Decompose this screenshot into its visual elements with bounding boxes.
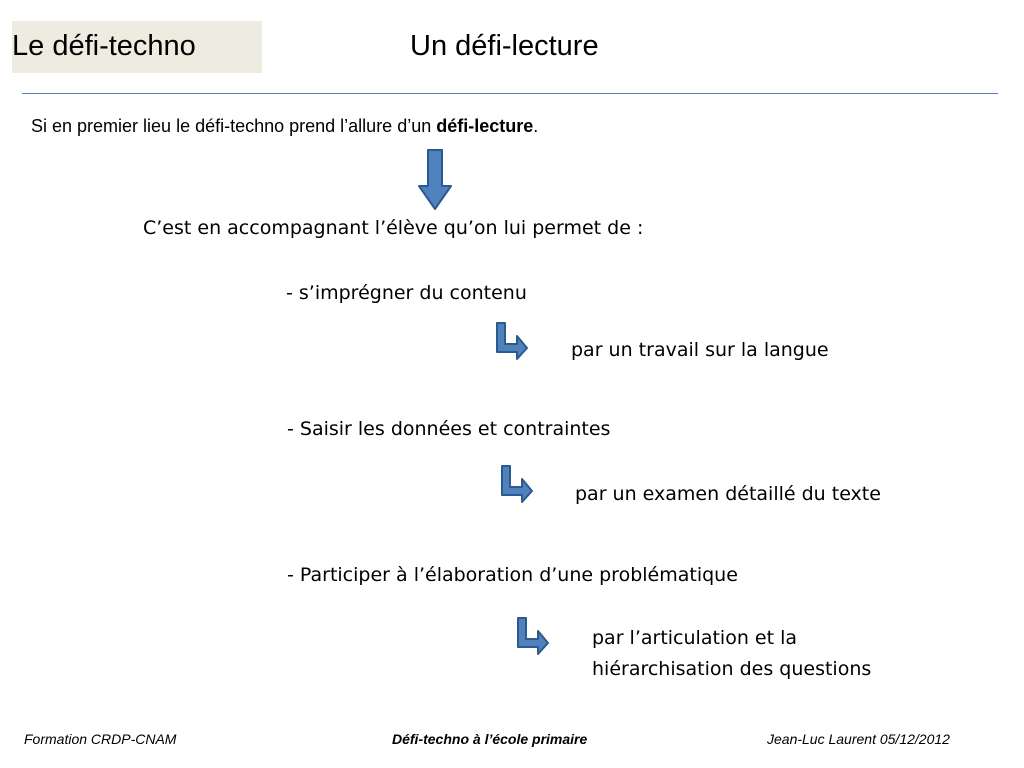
bent-arrow-icon [495, 321, 529, 361]
intro-bold: défi-lecture [436, 116, 534, 136]
list-item-result: par un examen détaillé du texte [575, 483, 881, 505]
list-item: - Participer à l’élaboration d’une problématique [287, 564, 738, 586]
list-item-result: hiérarchisation des questions [592, 658, 872, 680]
bent-arrow-icon [500, 464, 534, 504]
section-badge-label: Le défi-techno [12, 30, 196, 62]
intro-sentence [31, 114, 538, 138]
intro-text: Si en premier lieu le défi-techno prend l’allure d’un [31, 116, 437, 136]
footer-right: Jean-Luc Laurent 05/12/2012 [767, 731, 950, 747]
list-item: - Saisir les données et contraintes [287, 418, 611, 440]
bent-arrow-icon [516, 616, 550, 656]
title-divider [22, 93, 998, 94]
down-arrow-icon [417, 149, 453, 211]
intro-suffix: . [533, 116, 539, 136]
footer-center: Défi-techno à l’école primaire [392, 731, 588, 747]
list-item-result: par l’articulation et la [592, 627, 798, 649]
list-item: - s’imprégner du contenu [286, 282, 527, 304]
lead-sentence: C’est en accompagnant l’élève qu’on lui permet de : [143, 217, 644, 239]
slide-title: Un défi-lecture [410, 30, 599, 62]
footer-left: Formation CRDP-CNAM [24, 731, 177, 747]
list-item-result: par un travail sur la langue [571, 339, 829, 361]
